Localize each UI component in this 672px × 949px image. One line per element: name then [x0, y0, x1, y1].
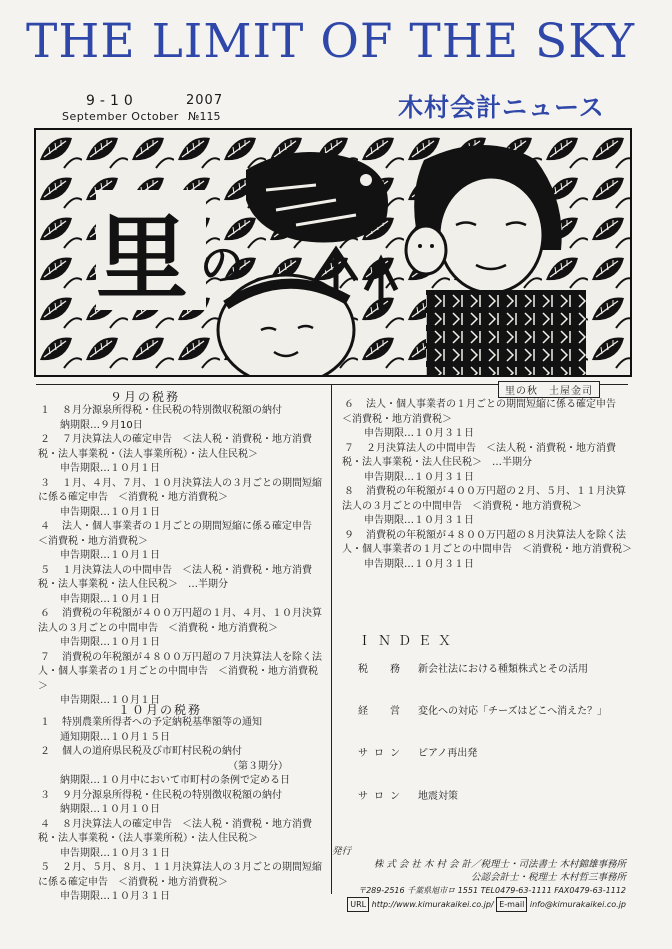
- publisher-contact: [330, 884, 630, 897]
- postal-address: 〒289-2516 千葉県旭市ロ 1551: [358, 886, 479, 895]
- september-heading: ９月の税務: [110, 390, 181, 404]
- publisher-label: 発行: [332, 846, 352, 857]
- masthead-title: THE LIMIT OF THE SKY: [26, 14, 636, 69]
- publisher-office: 公認会計士・税理士 木村哲三事務所: [470, 872, 626, 883]
- list-item: ７ ２月決算法人の中間申告 ＜法人税・消費税・地方消費税・法人事業税・法人住民税＞ …半期分 申告期限…１０月３１日: [342, 442, 616, 483]
- email-label: E-mail: [496, 897, 527, 912]
- october-list: [38, 716, 322, 905]
- publisher-firm: 株 式 会 社 木 村 会 計／税理士・司法書士 木村錦雄事務所: [373, 859, 626, 870]
- publisher-block: [330, 845, 630, 912]
- illustration-caption: 里の秋 土屋金司: [498, 381, 600, 398]
- list-item: １ 特別農業所得者への予定納税基準額等の通知 通知期限…１０月１５日: [40, 717, 262, 743]
- october-heading: １０月の税務: [118, 703, 203, 717]
- newsletter-name: 木村会計ニュース: [398, 93, 605, 122]
- list-item: ２ 個人の道府県民税及び市町村民税の納付 （第３期分） 納期限…１０月中において市町村の条例で定める日: [40, 746, 290, 786]
- september-list-continued: [342, 398, 632, 572]
- column-divider: [331, 384, 332, 894]
- fax-number: FAX0479-63-1112: [554, 886, 626, 895]
- tel-number: TEL0479-63-1111: [480, 886, 552, 895]
- issue-year: 2007: [186, 93, 224, 108]
- email-link[interactable]: info@kimurakaikei.co.jp: [529, 900, 626, 909]
- url-label: URL: [347, 897, 369, 912]
- list-item: ８ 消費税の年税額が４００万円超の２月、５月、１１月決算法人の３月ごとの中間申告 ＜消費税・地方消費税＞ 申告期限…１０月３１日: [342, 486, 626, 526]
- list-item: ６ 消費税の年税額が４００万円超の１月、４月、１０月決算法人の３月ごとの中間申告 ＜消費税・地方消費税＞ 申告期限…１０月１日: [38, 608, 322, 648]
- index-row: サロン 地震対策: [358, 791, 458, 802]
- issue-dates: 9-10: [86, 93, 138, 109]
- list-item: ５ １月決算法人の中間申告 ＜法人税・消費税・地方消費税・法人事業税・法人住民税＞ …半期分 申告期限…１０月１日: [38, 564, 312, 605]
- list-item: ３ ９月分源泉所得税・住民税の特別徴収税額の納付 納期限…１０月１０日: [40, 789, 282, 815]
- website-link[interactable]: http://www.kimurakaikei.co.jp/: [371, 900, 494, 909]
- list-item: ９ 消費税の年税額が４８００万円超の８月決算法人を除く法人・個人事業者の１月ごとの中間申告 ＜消費税・地方消費税＞ 申告期限…１０月３１日: [342, 529, 632, 570]
- september-list: [38, 404, 322, 709]
- woodcut-illustration: [34, 128, 632, 377]
- index-row: 税 務 新会社法における種類株式とその活用: [358, 664, 588, 675]
- list-item: ４ ８月決算法人の確定申告 ＜法人税・消費税・地方消費税・法人事業税・（法人事業所税）・法人住民税＞ 申告期限…１０月３１日: [38, 818, 312, 859]
- list-item: ６ 法人・個人事業者の１月ごとの期間短縮に係る確定申告 ＜消費税・地方消費税＞ 申告期限…１０月３１日: [342, 399, 626, 439]
- list-item: １ ８月分源泉所得税・住民税の特別徴収税額の納付 納期限…９月10日: [40, 405, 282, 431]
- publisher-web: [330, 897, 630, 912]
- index-row: サロン ピアノ再出発: [358, 748, 478, 759]
- index-row: 経 営 変化への対応「チーズはどこへ消えた？」: [358, 706, 608, 717]
- issue-months: September October: [62, 110, 179, 123]
- list-item: ３ １月、４月、７月、１０月決算法人の３月ごとの期間短縮に係る確定申告 ＜消費税・地方消費税＞ 申告期限…１０月１日: [38, 477, 322, 518]
- issue-number: №115: [188, 110, 221, 123]
- list-item: ７ 消費税の年税額が４８００万円超の７月決算法人を除く法人・個人事業者の１月ごとの中間申告 ＜消費税・地方消費税＞ 申告期限…１０月１日: [38, 651, 322, 706]
- list-item: ４ 法人・個人事業者の１月ごとの期間短縮に係る確定申告 ＜消費税・地方消費税＞ 申告期限…１０月１日: [38, 521, 322, 561]
- woodcut-glyph-sato: 里: [96, 205, 189, 312]
- index-heading: ＩＮＤＥＸ: [358, 634, 459, 649]
- list-item: ５ ２月、５月、８月、１１月決算法人の３月ごとの期間短縮に係る確定申告 ＜消費税・地方消費税＞ 申告期限…１０月３１日: [38, 862, 322, 902]
- list-item: ２ ７月決算法人の確定申告 ＜法人税・消費税・地方消費税・法人事業税・（法人事業所税）・法人住民税＞ 申告期限…１０月１日: [38, 434, 312, 474]
- woodcut-glyph-no: の: [200, 240, 244, 291]
